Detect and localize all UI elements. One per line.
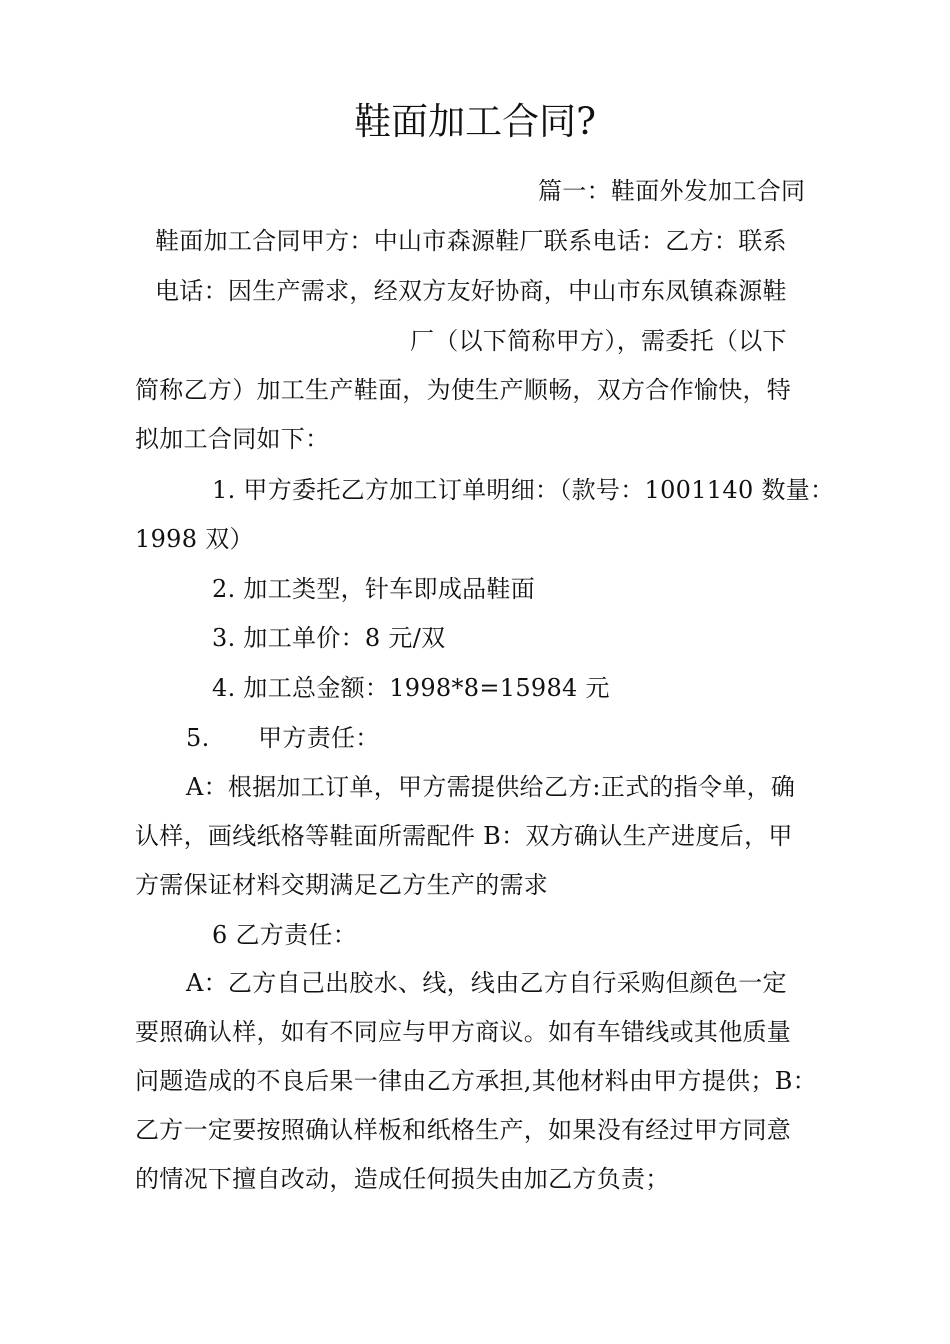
paragraph-line: 电话：因生产需求，经双方友好协商，中山市东凤镇森源鞋 xyxy=(155,277,787,305)
section-heading: 篇一：鞋面外发加工合同 xyxy=(538,177,806,205)
document-title: 鞋面加工合同? xyxy=(354,100,596,143)
paragraph-line: 方需保证材料交期满足乙方生产的需求 xyxy=(135,871,549,899)
paragraph-line: 的情况下擅自改动，造成任何损失由加乙方负责； xyxy=(135,1165,670,1193)
paragraph-line: A：乙方自己出胶水、线，线由乙方自行采购但颜色一定 xyxy=(186,969,787,997)
clause-item-2: 2. 加工类型，针车即成品鞋面 xyxy=(212,575,536,603)
paragraph-line: 要照确认样，如有不同应与甲方商议。如有车错线或其他质量 xyxy=(135,1018,792,1046)
clause-item-3: 3. 加工单价：8 元/双 xyxy=(212,624,446,652)
paragraph-line: 鞋面加工合同甲方：中山市森源鞋厂联系电话：乙方：联系 xyxy=(155,227,787,255)
paragraph-line: 拟加工合同如下： xyxy=(135,425,330,453)
clause-item-1-continued: 1998 双） xyxy=(135,525,254,553)
clause-item-1: 1. 甲方委托乙方加工订单明细：（款号：1001140 数量： xyxy=(212,476,835,504)
paragraph-line: 认样，画线纸格等鞋面所需配件 B：双方确认生产进度后，甲 xyxy=(135,822,793,850)
clause-item-6: 6 乙方责任： xyxy=(212,921,357,949)
paragraph-line: A：根据加工订单，甲方需提供给乙方:正式的指令单，确 xyxy=(186,773,796,801)
clause-item-4: 4. 加工总金额：1998*8=15984 元 xyxy=(212,674,610,702)
paragraph-line: 厂（以下简称甲方），需委托（以下 xyxy=(410,327,787,355)
paragraph-line: 问题造成的不良后果一律由乙方承担,其他材料由甲方提供；B： xyxy=(135,1067,817,1095)
paragraph-line: 乙方一定要按照确认样板和纸格生产，如果没有经过甲方同意 xyxy=(135,1116,792,1144)
clause-item-5: 5. 甲方责任： xyxy=(186,724,380,752)
paragraph-line: 简称乙方）加工生产鞋面，为使生产顺畅，双方合作愉快，特 xyxy=(135,376,792,404)
